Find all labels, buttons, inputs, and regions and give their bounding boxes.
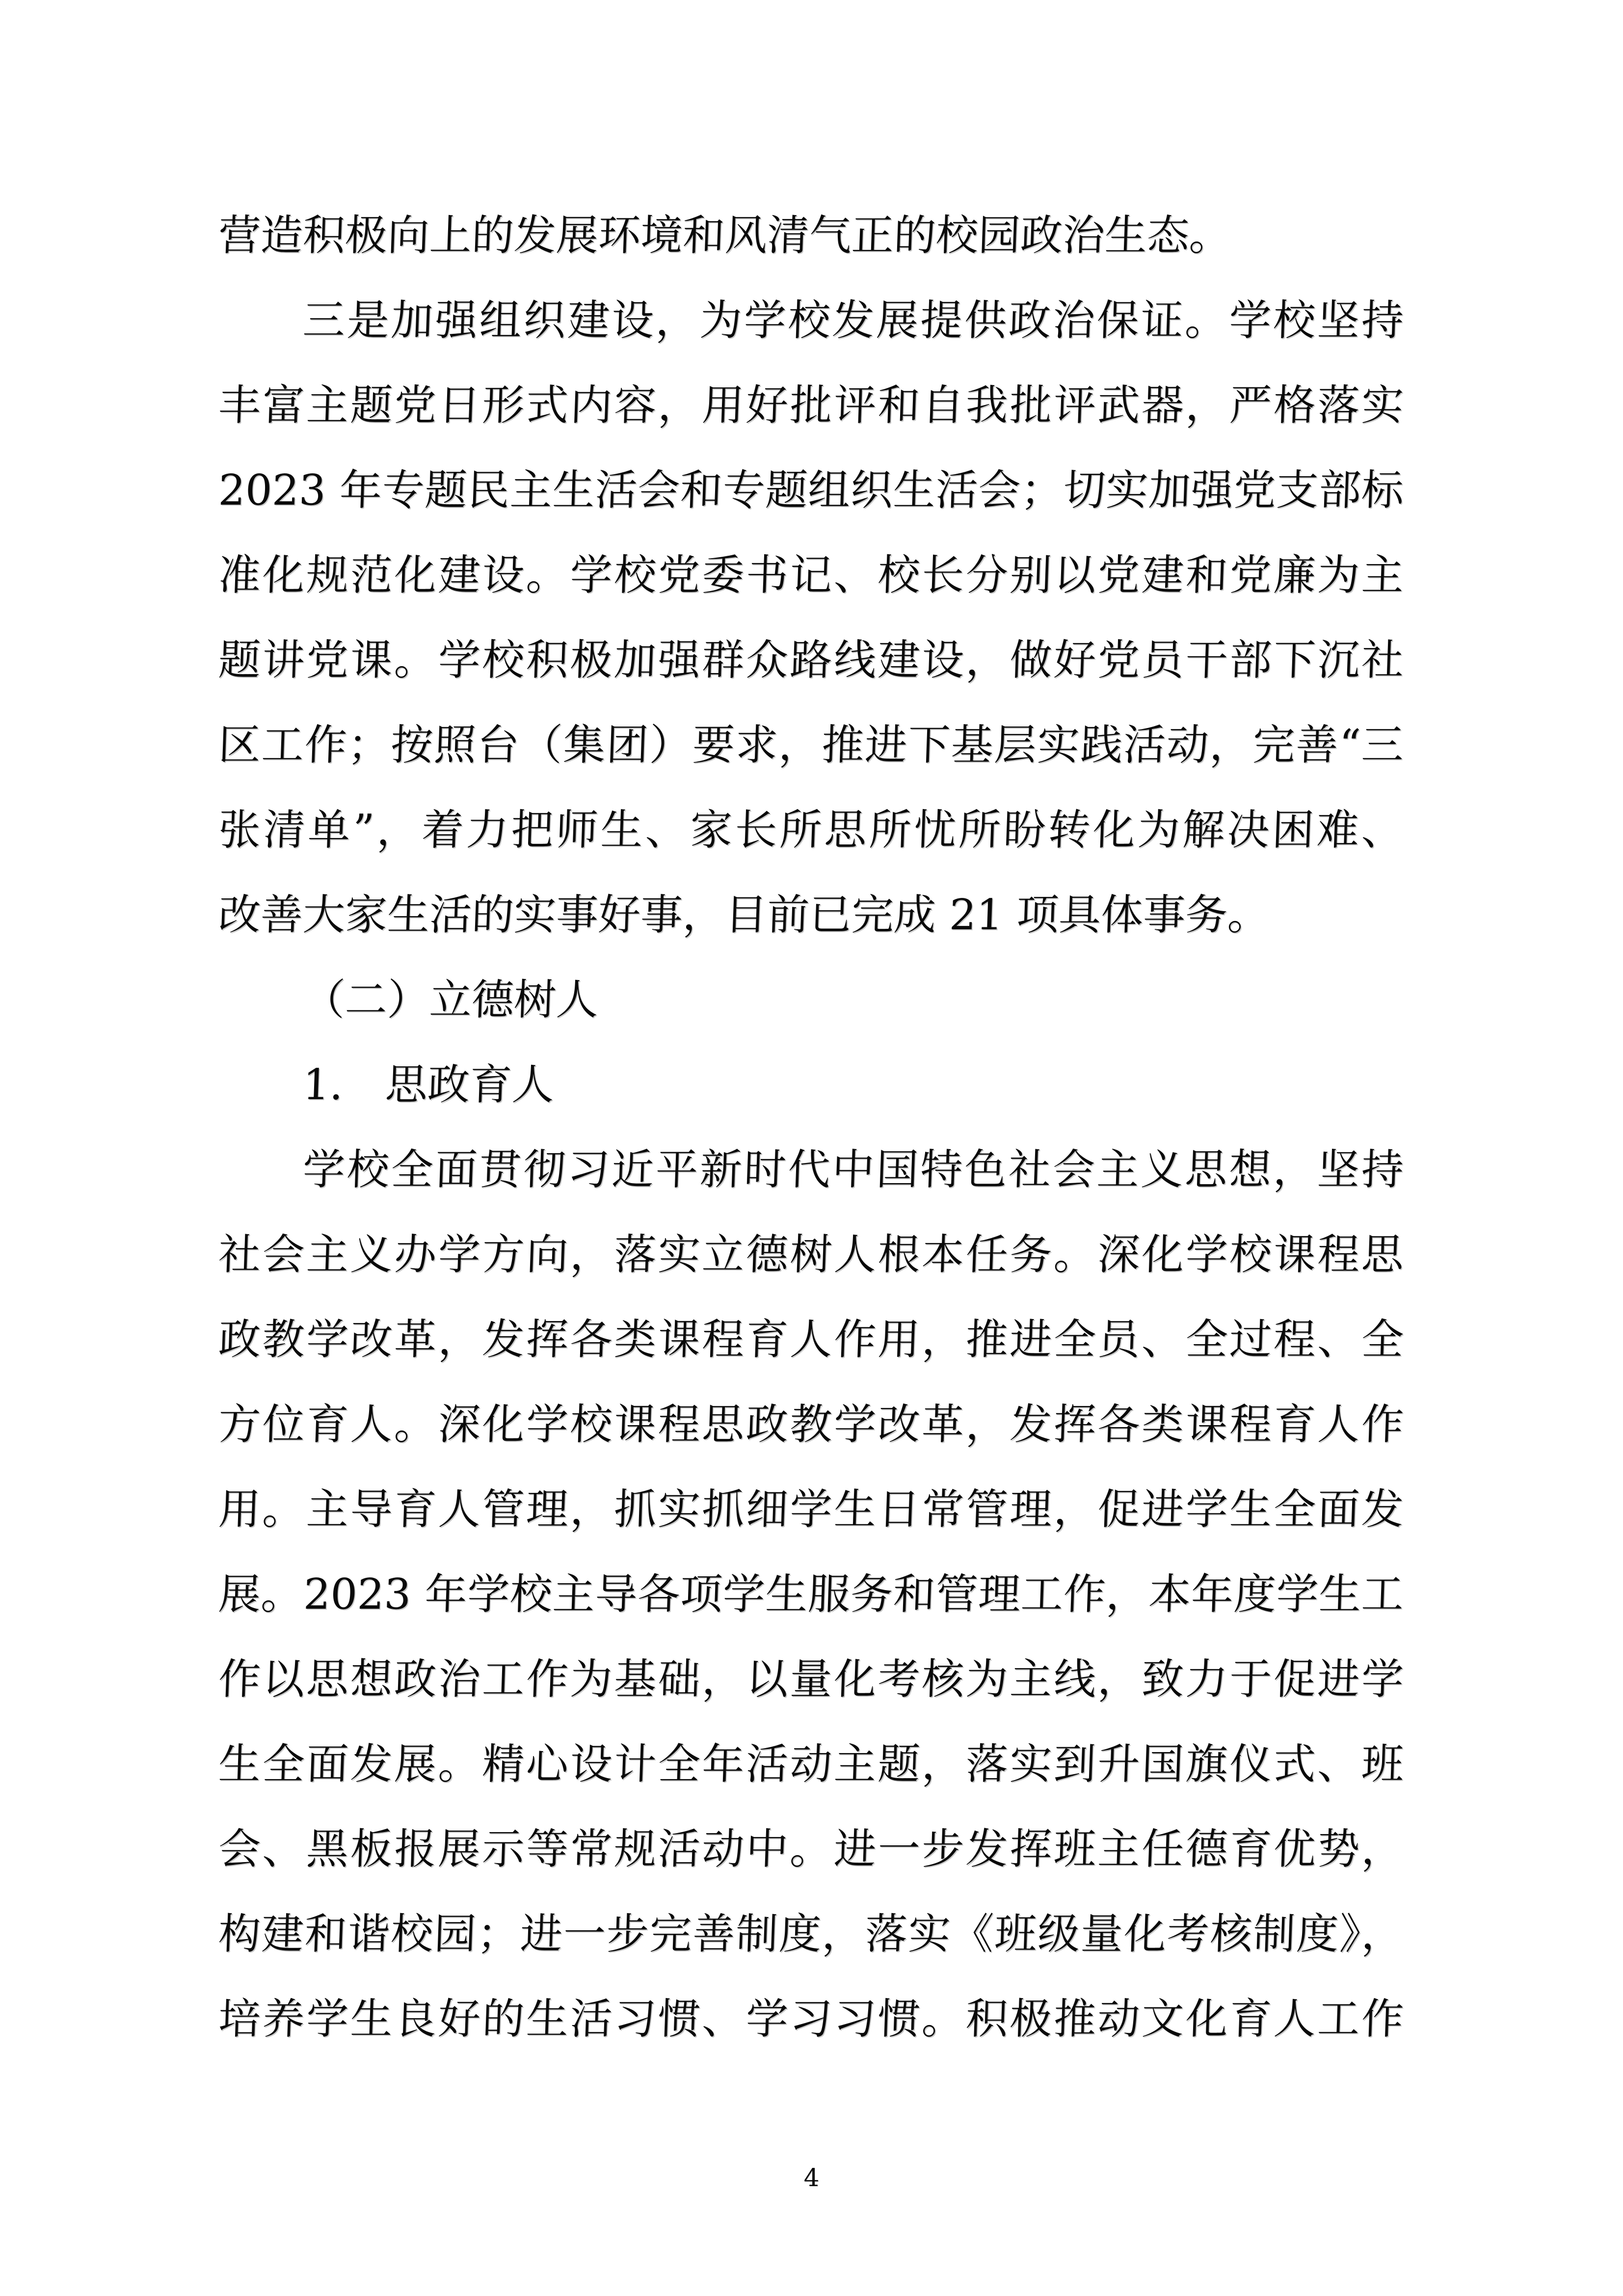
text-line: 展。2023 年学校主导各项学生服务和管理工作，本年度学生工 <box>217 1570 1405 1619</box>
text-line: 张清单”，着力把师生、家长所思所忧所盼转化为解决困难、 <box>217 806 1405 855</box>
text-line: 会、黑板报展示等常规活动中。进一步发挥班主任德育优势， <box>217 1825 1405 1874</box>
text-line: 准化规范化建设。学校党委书记、校长分别以党建和党廉为主 <box>217 551 1405 600</box>
text-line: 构建和谐校园；进一步完善制度，落实《班级量化考核制度》， <box>217 1910 1405 1959</box>
text-line: 学校全面贯彻习近平新时代中国特色社会主义思想，坚持 <box>302 1145 1405 1194</box>
text-line: 三是加强组织建设，为学校发展提供政治保证。学校坚持 <box>302 296 1405 345</box>
page-number: 4 <box>803 2163 820 2192</box>
text-line: 方位育人。深化学校课程思政教学改革，发挥各类课程育人作 <box>217 1400 1405 1449</box>
text-line: （二）立德树人 <box>302 975 599 1025</box>
body-text <box>218 193 1404 2062</box>
text-line: 政教学改革，发挥各类课程育人作用，推进全员、全过程、全 <box>217 1315 1405 1364</box>
text-line: 生全面发展。精心设计全年活动主题，落实到升国旗仪式、班 <box>217 1740 1405 1789</box>
page-footer <box>0 2162 1623 2193</box>
text-line: 社会主义办学方向，落实立德树人根本任务。深化学校课程思 <box>217 1230 1405 1279</box>
text-line: 用。主导育人管理，抓实抓细学生日常管理，促进学生全面发 <box>217 1485 1405 1534</box>
text-line: 题讲党课。学校积极加强群众路线建设，做好党员干部下沉社 <box>217 636 1405 685</box>
text-line: 丰富主题党日形式内容，用好批评和自我批评武器，严格落实 <box>217 381 1405 430</box>
text-line: 区工作；按照台（集团）要求，推进下基层实践活动，完善“三 <box>217 721 1405 770</box>
text-line: 改善大家生活的实事好事，目前已完成 21 项具体事务。 <box>217 891 1271 940</box>
text-line: 2023 年专题民主生活会和专题组织生活会；切实加强党支部标 <box>217 466 1405 515</box>
text-line: 1. 思政育人 <box>302 1060 555 1109</box>
text-line: 营造积极向上的发展环境和风清气正的校园政治生态。 <box>217 211 1232 260</box>
text-line: 作以思想政治工作为基础，以量化考核为主线，致力于促进学 <box>217 1655 1405 1704</box>
text-line: 培养学生良好的生活习惯、学习习惯。积极推动文化育人工作 <box>217 1995 1405 2044</box>
